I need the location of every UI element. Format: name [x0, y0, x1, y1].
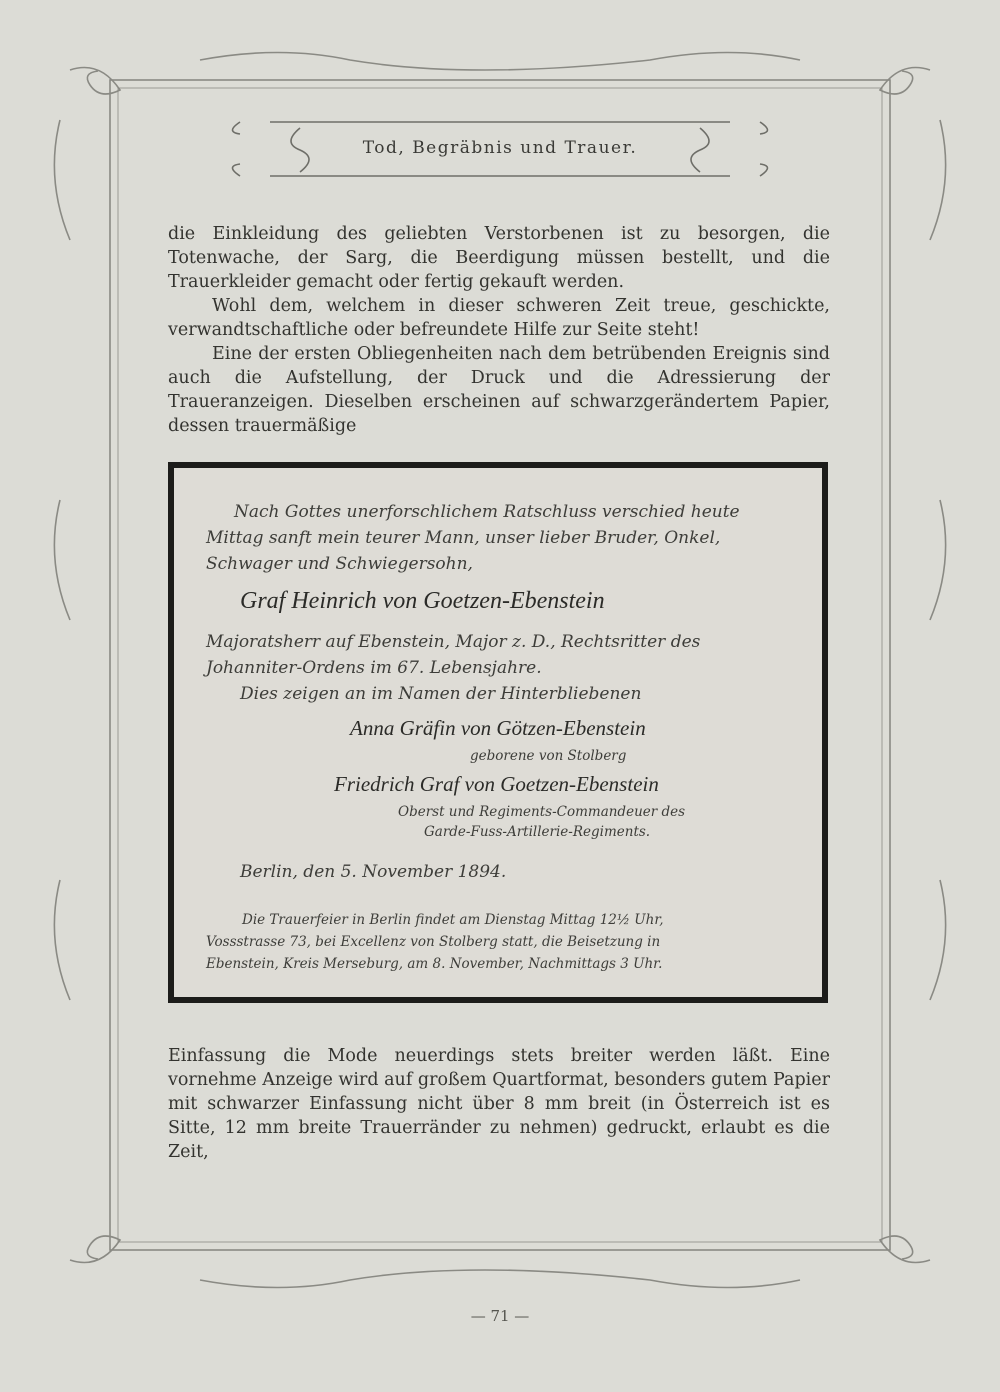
- intro-text: [168, 222, 830, 438]
- mourning-notice: [168, 462, 828, 1003]
- deceased-name: Graf Heinrich von Goetzen-Ebenstein: [240, 588, 605, 614]
- notice-date: Berlin, den 5. November 1894.: [240, 862, 507, 882]
- mourner-1-subtitle: geborene von Stolberg: [470, 748, 627, 764]
- outro-paragraph: Einfassung die Mode neuerdings stets breiter werden läßt. Eine vornehme Anzeige wird auf großem Quartformat, besonders gutem Papier mit schwarzer Einfassung nicht über 8 mm breit (in Österreich ist es Sitte, 12 mm breite Trauerränder zu nehmen) gedruckt, erlaubt es die Zeit,: [168, 1046, 830, 1162]
- mourner-1-name: Anna Gräfin von Götzen-Ebenstein: [350, 716, 646, 740]
- outro-text: [168, 1044, 830, 1164]
- intro-paragraph-2: Wohl dem, welchem in dieser schweren Zeit treue, geschickte, verwandtschaftliche oder befreundete Hilfe zur Seite steht!: [168, 296, 830, 340]
- funeral-line-1: Die Trauerfeier in Berlin findet am Dienstag Mittag 12½ Uhr,: [242, 912, 664, 928]
- announcement-line: Dies zeigen an im Namen der Hinterbliebenen: [240, 684, 642, 704]
- running-header: Tod, Begräbnis und Trauer.: [362, 138, 638, 158]
- intro-paragraph-3: Eine der ersten Obliegenheiten nach dem betrübenden Ereignis sind auch die Aufstellung, der Druck und die Adressierung der Traueranzeigen. Dieselben erscheinen auf schwarzgerändertem Papier, dessen trauermäßige: [168, 344, 830, 436]
- notice-line-3: Schwager und Schwiegersohn,: [206, 554, 473, 574]
- mourner-2-subtitle-2: Garde-Fuss-Artillerie-Regiments.: [424, 824, 651, 840]
- intro-paragraph-1: die Einkleidung des geliebten Verstorbenen ist zu besorgen, die Totenwache, der Sarg, die Beerdigung müssen bestellt, und die Trauerkleider gemacht oder fertig gekauft werden.: [168, 224, 830, 292]
- deceased-title-2: Johanniter-Ordens im 67. Lebensjahre.: [206, 658, 542, 678]
- funeral-line-3: Ebenstein, Kreis Merseburg, am 8. November, Nachmittags 3 Uhr.: [206, 956, 663, 972]
- mourner-2-subtitle-1: Oberst und Regiments-Commandeuer des: [398, 804, 686, 820]
- page-number: — 71 —: [470, 1307, 530, 1325]
- notice-line-2: Mittag sanft mein teurer Mann, unser lieber Bruder, Onkel,: [206, 528, 721, 548]
- mourner-2-name: Friedrich Graf von Goetzen-Ebenstein: [334, 772, 659, 796]
- deceased-title-1: Majoratsherr auf Ebenstein, Major z. D., Rechtsritter des: [206, 632, 701, 652]
- funeral-line-2: Vossstrasse 73, bei Excellenz von Stolberg statt, die Beisetzung in: [206, 934, 661, 950]
- notice-line-1: Nach Gottes unerforschlichem Ratschluss verschied heute: [234, 502, 740, 522]
